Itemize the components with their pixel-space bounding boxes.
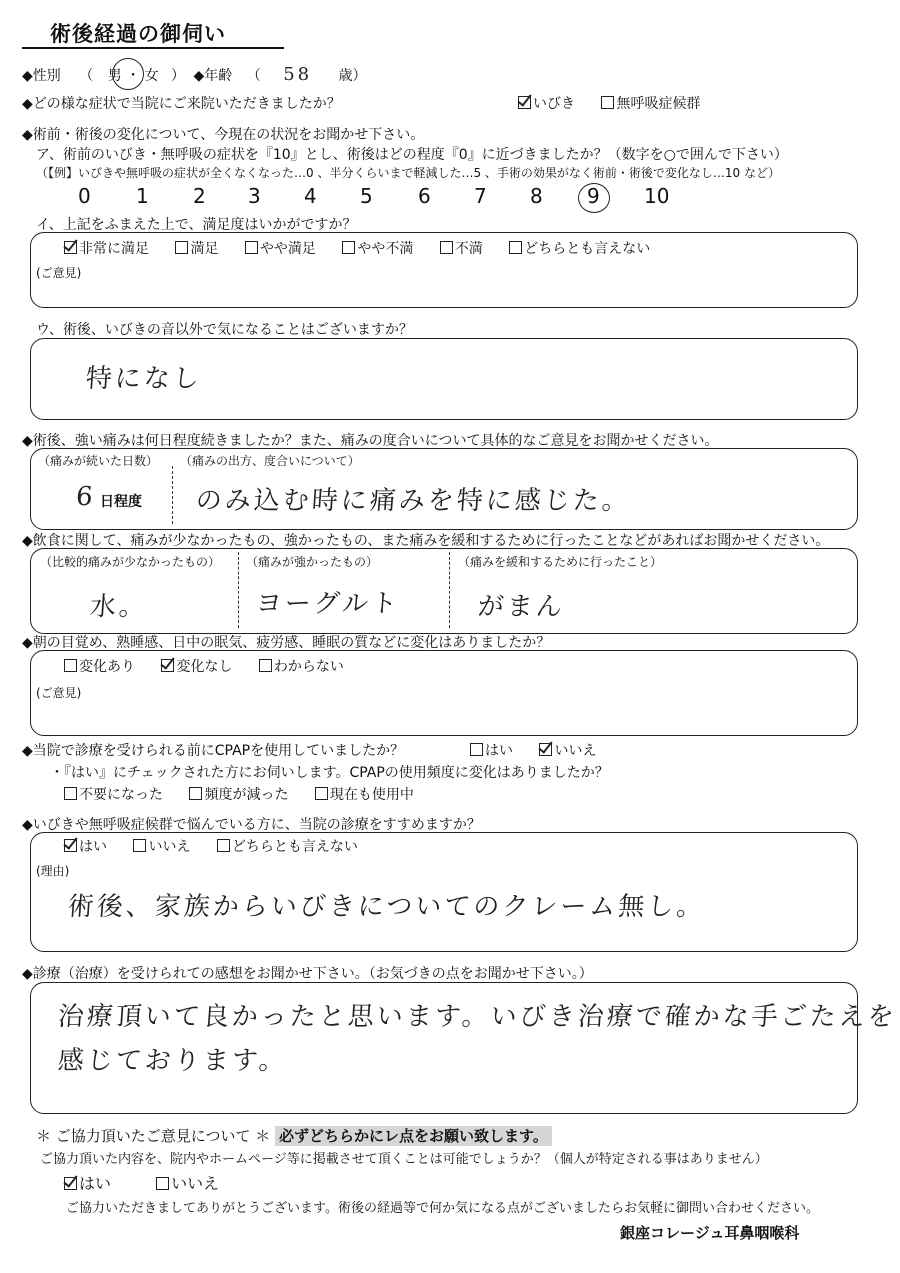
checkbox-icon[interactable] bbox=[440, 241, 453, 254]
pain-relief-label: （痛みを緩和するために行ったこと） bbox=[458, 555, 663, 569]
checkbox-icon[interactable] bbox=[470, 743, 483, 756]
profile-row bbox=[22, 64, 367, 85]
q1-option-snoring[interactable]: いびき bbox=[518, 96, 575, 112]
scale-2[interactable]: 2 bbox=[193, 184, 206, 208]
recommend-options bbox=[64, 836, 380, 856]
checkbox-icon[interactable] bbox=[64, 839, 77, 852]
checkbox-icon[interactable] bbox=[64, 659, 77, 672]
age-label: ◆年齢 bbox=[193, 68, 233, 84]
pain-days-value[interactable]: 6 bbox=[74, 482, 97, 512]
cpap-options bbox=[470, 740, 618, 760]
q8-text: ◆診療（治療）を受けられての感想をお聞かせ下さい。（お気づきの点をお聞かせ下さい。） bbox=[22, 966, 593, 982]
gender-dot: ・ bbox=[126, 68, 141, 84]
sat-dissatisfied[interactable]: 不満 bbox=[440, 241, 483, 257]
checkbox-icon[interactable] bbox=[509, 241, 522, 254]
sleep-options bbox=[64, 656, 366, 676]
consent-options bbox=[64, 1171, 241, 1194]
scale-4[interactable]: 4 bbox=[304, 184, 317, 208]
gender-label: ◆性別 bbox=[22, 68, 61, 84]
q2-a-text: ア、術前のいびき・無呼吸の症状を『10』とし、術後はどの程度『0』に近づきましたか？（数字を○で囲んで下さい） bbox=[36, 147, 788, 163]
recommend-reason-answer[interactable]: 術後、家族からいびきについてのクレーム無し。 bbox=[66, 892, 707, 922]
gender-close: ） bbox=[171, 68, 186, 84]
checkbox-icon[interactable] bbox=[133, 839, 146, 852]
satisfaction-opinion-label: (ご意見) bbox=[36, 266, 82, 280]
sat-somewhat-satisfied[interactable]: やや満足 bbox=[245, 241, 316, 257]
sat-neither[interactable]: どちらとも言えない bbox=[509, 241, 650, 257]
food-less-pain-answer[interactable]: 水。 bbox=[88, 592, 149, 622]
checkbox-icon[interactable] bbox=[342, 241, 355, 254]
age-unit: 歳） bbox=[338, 68, 367, 84]
q2-example: （【例】いびきや無呼吸の症状が全くなくなった…0 、半分くらいまで軽減した…5 、手術の効果がなく術前・術後で変化なし…10 など） bbox=[36, 166, 780, 180]
sleep-unknown[interactable]: わからない bbox=[259, 659, 344, 675]
q1-option-apnea[interactable]: 無呼吸症候群 bbox=[601, 96, 700, 112]
checkbox-icon[interactable] bbox=[601, 96, 614, 109]
q2-i-text: イ、上記をふまえた上で、満足度はいかがですか？ bbox=[36, 217, 357, 233]
scale-9[interactable]: 9 bbox=[587, 184, 600, 208]
consent-question: ご協力頂いた内容を、院内やホームページ等に掲載させて頂くことは可能でしょうか？（個人が特定される事はありません） bbox=[40, 1152, 768, 1167]
cpap-reduced[interactable]: 頻度が減った bbox=[189, 787, 288, 803]
checkbox-icon[interactable] bbox=[259, 659, 272, 672]
sat-somewhat-dissatisfied[interactable]: やや不満 bbox=[342, 241, 413, 257]
checkbox-icon[interactable] bbox=[518, 96, 531, 109]
scale-3[interactable]: 3 bbox=[248, 184, 261, 208]
pain-divider bbox=[172, 466, 173, 524]
q6-sub-text: ・『はい』にチェックされた方にお伺いします。CPAPの使用頻度に変化はありましたか？ bbox=[50, 765, 609, 781]
pain-detail-answer[interactable]: のみ込む時に痛みを特に感じた。 bbox=[194, 486, 632, 516]
checkbox-icon[interactable] bbox=[64, 1177, 77, 1190]
scale-0[interactable]: 0 bbox=[78, 184, 91, 208]
title-underline bbox=[22, 47, 284, 49]
scale-5[interactable]: 5 bbox=[360, 184, 373, 208]
satisfaction-options bbox=[64, 238, 672, 258]
recommend-reason-label: (理由) bbox=[36, 864, 70, 878]
cpap-no[interactable]: いいえ bbox=[539, 743, 596, 759]
sat-satisfied[interactable]: 満足 bbox=[175, 241, 218, 257]
checkbox-icon[interactable] bbox=[539, 743, 552, 756]
recommend-yes[interactable]: はい bbox=[64, 839, 107, 855]
pain-relief-answer[interactable]: がまん bbox=[476, 592, 566, 622]
footer-thanks: ご協力いただきましてありがとうございます。術後の経過等で何か気になる点がございましたらお気軽に御問い合わせください。 bbox=[66, 1201, 819, 1216]
checkbox-icon[interactable] bbox=[315, 787, 328, 800]
q3-text: ◆術後、強い痛みは何日程度続きましたか？また、痛みの度合いについて具体的なご意見をお聞かせください。 bbox=[22, 433, 719, 449]
checkbox-icon[interactable] bbox=[161, 659, 174, 672]
scale-6[interactable]: 6 bbox=[418, 184, 431, 208]
scale-1[interactable]: 1 bbox=[136, 184, 149, 208]
gender-male[interactable]: 男 bbox=[107, 68, 122, 84]
recommend-neither[interactable]: どちらとも言えない bbox=[217, 839, 358, 855]
age-open: （ bbox=[246, 68, 261, 84]
pain-days-unit: 日程度 bbox=[100, 494, 142, 510]
q1-text: ◆どの様な症状で当院にご来院いただきましたか？ bbox=[22, 96, 341, 112]
checkbox-icon[interactable] bbox=[175, 241, 188, 254]
q1-options bbox=[518, 93, 722, 113]
q5-text: ◆朝の目覚め、熟睡感、日中の眠気、疲労感、睡眠の質などに変化はありましたか？ bbox=[22, 635, 551, 651]
pain-days-label: （痛みが続いた日数） bbox=[38, 454, 159, 468]
age-value[interactable]: 58 bbox=[283, 64, 313, 85]
checkbox-icon[interactable] bbox=[64, 241, 77, 254]
q2-text: ◆術前・術後の変化について、今現在の状況をお聞かせ下さい。 bbox=[22, 127, 425, 143]
checkbox-icon[interactable] bbox=[64, 787, 77, 800]
consent-heading bbox=[36, 1125, 552, 1146]
checkbox-icon[interactable] bbox=[156, 1177, 169, 1190]
scale-7[interactable]: 7 bbox=[474, 184, 487, 208]
u-answer[interactable]: 特になし bbox=[84, 364, 203, 394]
recommend-no[interactable]: いいえ bbox=[133, 839, 190, 855]
consent-heading-highlight: 必ずどちらかにレ点をお願い致します。 bbox=[275, 1126, 552, 1146]
gender-selected-circle bbox=[112, 58, 144, 90]
gender-female[interactable]: 女 bbox=[144, 68, 159, 84]
cpap-still-using[interactable]: 現在も使用中 bbox=[315, 787, 414, 803]
sleep-no-change[interactable]: 変化なし bbox=[161, 659, 232, 675]
scale-8[interactable]: 8 bbox=[530, 184, 543, 208]
sleep-changed[interactable]: 変化あり bbox=[64, 659, 135, 675]
q2-u-text: ウ、術後、いびきの音以外で気になることはございますか？ bbox=[36, 322, 413, 338]
cpap-yes[interactable]: はい bbox=[470, 743, 513, 759]
q7-text: ◆いびきや無呼吸症候群で悩んでいる方に、当院の診療をすすめますか？ bbox=[22, 817, 481, 833]
sat-very-satisfied[interactable]: 非常に満足 bbox=[64, 241, 149, 257]
cpap-frequency-options bbox=[64, 784, 436, 804]
checkbox-icon[interactable] bbox=[245, 241, 258, 254]
impression-answer-line1[interactable]: 治療頂いて良かったと思います。いびき治療で確かな手ごたえを bbox=[56, 1002, 898, 1032]
consent-no[interactable]: いいえ bbox=[156, 1174, 219, 1193]
pain-detail-label: （痛みの出方、度合いについて） bbox=[180, 454, 360, 468]
cpap-not-needed[interactable]: 不要になった bbox=[64, 787, 163, 803]
food-more-pain-answer[interactable]: ヨーグルト bbox=[254, 589, 402, 619]
consent-yes[interactable]: はい bbox=[64, 1174, 111, 1193]
q6-text: ◆当院で診療を受けられる前にCPAPを使用していましたか？ bbox=[22, 743, 405, 759]
scale-selected-circle bbox=[578, 183, 610, 213]
food-less-pain-label: （比較的痛みが少なかったもの） bbox=[40, 555, 221, 569]
checkbox-icon[interactable] bbox=[189, 787, 202, 800]
clinic-name: 銀座コレージュ耳鼻咽喉科 bbox=[620, 1224, 800, 1242]
consent-heading-prefix: ＊ ご協力頂いたご意見について ＊ bbox=[36, 1127, 271, 1145]
food-more-pain-label: （痛みが強かったもの） bbox=[246, 555, 379, 569]
gender-open: （ bbox=[79, 68, 94, 84]
sleep-opinion-label: (ご意見) bbox=[36, 686, 82, 700]
food-divider-1 bbox=[238, 552, 239, 628]
form-title: 術後経過の御伺い bbox=[50, 22, 226, 46]
scale-10[interactable]: 10 bbox=[644, 184, 670, 208]
q4-text: ◆飲食に関して、痛みが少なかったもの、強かったもの、また痛みを緩和するために行ったことなどがあればお聞かせください。 bbox=[22, 533, 830, 549]
food-divider-2 bbox=[449, 552, 450, 628]
checkbox-icon[interactable] bbox=[217, 839, 230, 852]
impression-answer-line2[interactable]: 感じております。 bbox=[56, 1046, 289, 1076]
